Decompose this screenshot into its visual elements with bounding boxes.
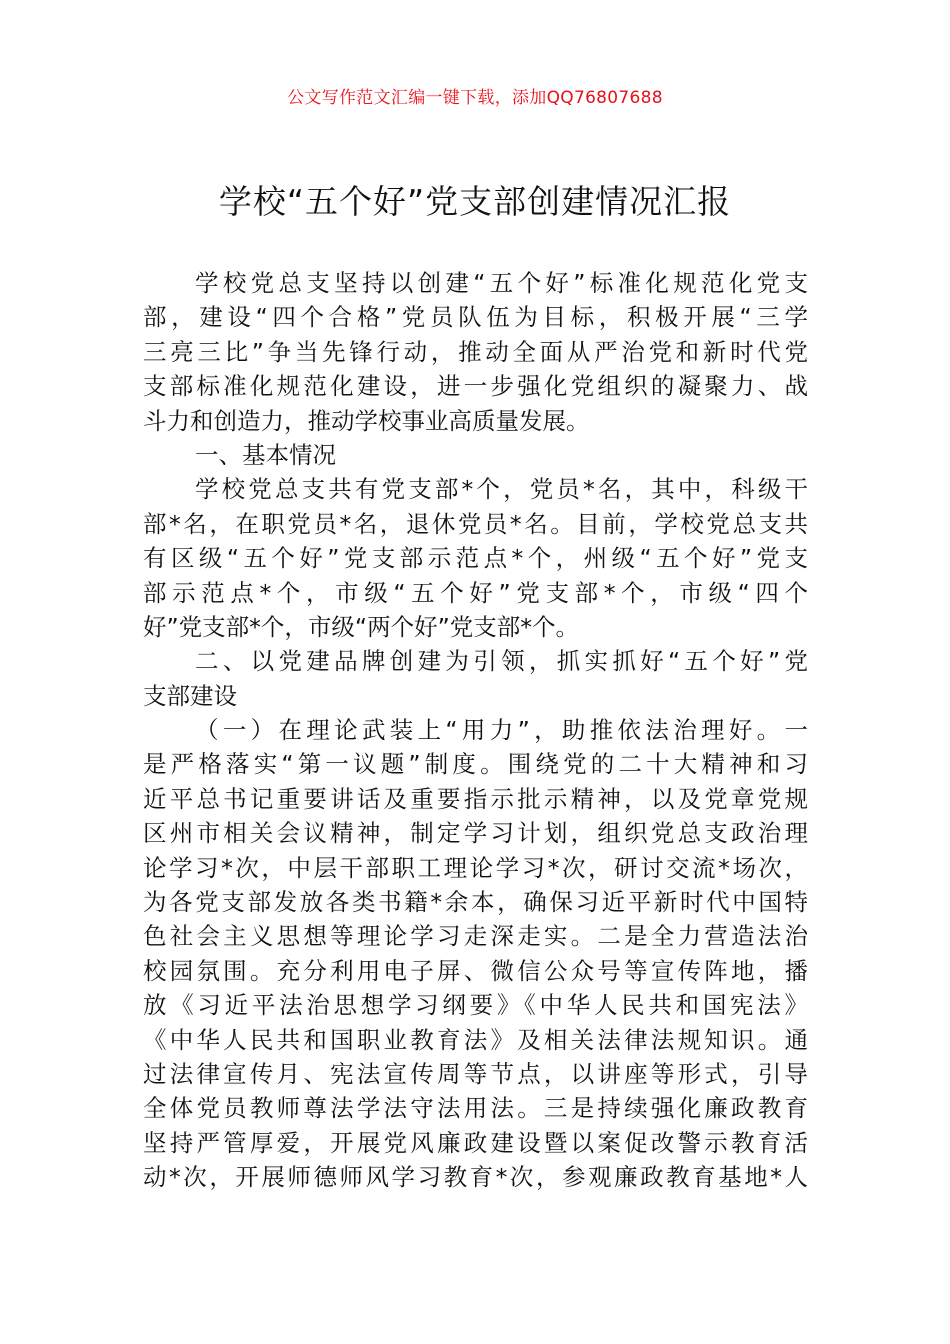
- paragraph-line: 论学习*次，中层干部职工理论学习*次，研讨交流*场次，: [143, 853, 808, 882]
- section-heading: 一、基本情况: [195, 440, 336, 469]
- paragraph-line: 近平总书记重要讲话及重要指示批示精神，以及党章党规: [143, 784, 808, 813]
- document-body: [143, 266, 808, 1195]
- document-title: 学校“五个好”党支部创建情况汇报: [218, 182, 732, 221]
- paragraph-line: 放《习近平法治思想学习纲要》《中华人民共和国宪法》: [143, 991, 808, 1020]
- paragraph-line: 斗力和创造力，推动学校事业高质量发展。: [143, 406, 590, 435]
- paragraph-line: 有区级“五个好”党支部示范点*个，州级“五个好”党支: [143, 544, 808, 573]
- paragraph-line: 部，建设“四个合格”党员队伍为目标，积极开展“三学: [143, 303, 808, 332]
- paragraph-line: 《中华人民共和国职业教育法》及相关法律法规知识。通: [143, 1025, 808, 1054]
- paragraph-line: 坚持严管厚爱，开展党风廉政建设暨以案促改警示教育活: [143, 1128, 808, 1157]
- paragraph-line: 支部标准化规范化建设，进一步强化党组织的凝聚力、战: [143, 372, 808, 401]
- paragraph-line: （一）在理论武装上“用力”，助推依法治理好。一: [195, 716, 808, 745]
- section-heading: 支部建设: [143, 681, 237, 710]
- paragraph-line: 三亮三比”争当先锋行动，推动全面从严治党和新时代党: [143, 337, 808, 366]
- paragraph-line: 全体党员教师尊法学法守法用法。三是持续强化廉政教育: [143, 1094, 808, 1123]
- paragraph-line: 区州市相关会议精神，制定学习计划，组织党总支政治理: [143, 819, 808, 848]
- paragraph-line: 是严格落实“第一议题”制度。围绕党的二十大精神和习: [143, 750, 808, 779]
- paragraph-line: 学校党总支共有党支部*个，党员*名，其中，科级干: [195, 475, 808, 504]
- paragraph-line: 校园氛围。充分利用电子屏、微信公众号等宣传阵地，播: [143, 956, 808, 985]
- paragraph-line: 过法律宣传月、宪法宣传周等节点，以讲座等形式，引导: [143, 1059, 808, 1088]
- paragraph-line: 部示范点*个，市级“五个好”党支部*个，市级“四个: [143, 578, 808, 607]
- paragraph-line: 好”党支部*个，市级“两个好”党支部*个。: [143, 612, 580, 641]
- download-banner: 公文写作范文汇编一键下载，添加QQ76807688: [287, 88, 663, 108]
- paragraph-line: 学校党总支坚持以创建“五个好”标准化规范化党支: [195, 269, 808, 297]
- section-heading: 二、以党建品牌创建为引领，抓实抓好“五个好”党: [195, 647, 808, 676]
- paragraph-line: 为各党支部发放各类书籍*余本，确保习近平新时代中国特: [143, 888, 808, 917]
- paragraph-line: 色社会主义思想等理论学习走深走实。二是全力营造法治: [143, 922, 808, 951]
- paragraph-line: 部*名，在职党员*名，退休党员*名。目前，学校党总支共: [143, 509, 808, 538]
- paragraph-line: 动*次，开展师德师风学习教育*次，参观廉政教育基地*人: [143, 1163, 808, 1192]
